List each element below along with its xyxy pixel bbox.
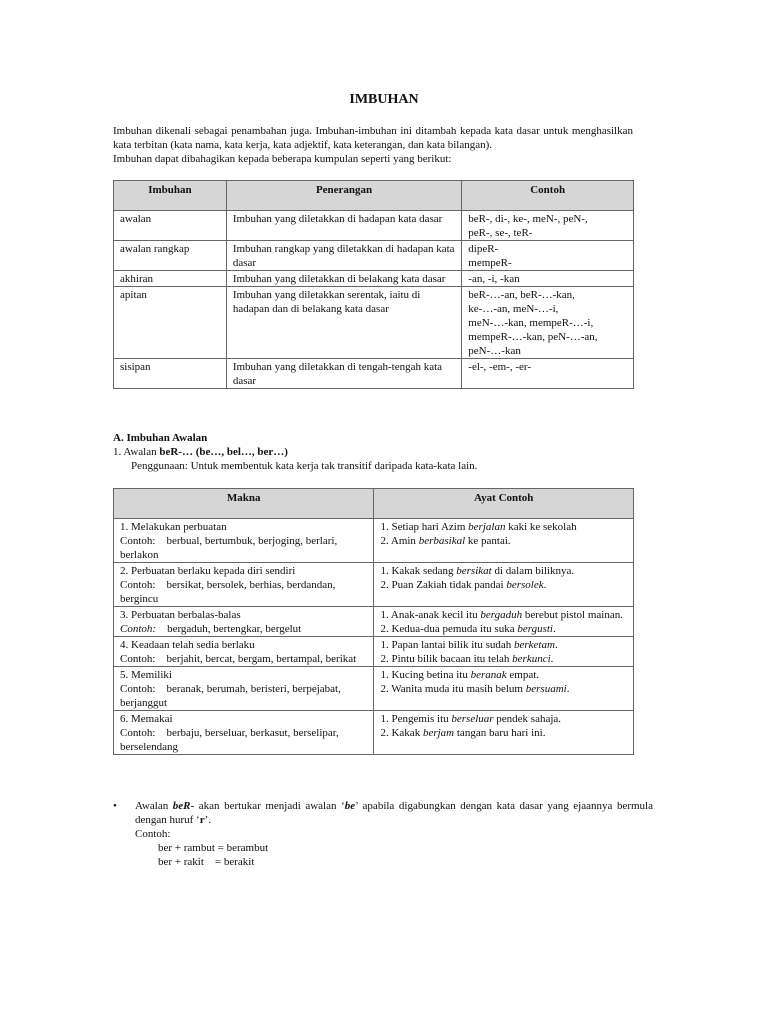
table-cell: Imbuhan yang diletakkan di hadapan kata dasar — [226, 211, 461, 241]
table-cell: sisipan — [114, 359, 227, 389]
usage-text: Penggunaan: Untuk membentuk kata kerja tak transitif daripada kata-kata lain. — [131, 460, 478, 472]
table-cell: awalan rangkap — [114, 241, 227, 271]
table-row — [114, 519, 634, 563]
ayat-line: 2. Amin berbasikal ke pantai. — [380, 535, 511, 547]
makna-contoh: Contoh: berbual, bertumbuk, berjoging, berlari, berlakon — [120, 535, 338, 561]
table-row — [114, 359, 634, 389]
bullet-icon: • — [113, 800, 117, 812]
ayat-cell — [374, 667, 634, 711]
makna-contoh: Contoh: bergaduh, bertengkar, bergelut — [120, 623, 302, 635]
table-cell: awalan — [114, 211, 227, 241]
table-row — [114, 241, 634, 271]
table-cell: beR-…-an, beR-…-kan, ke-…-an, meN-…-i, meN-…-kan, mempeR-…-i, mempeR-…-kan, peN-…-an, peN-…-kan — [462, 287, 634, 359]
ayat-line: 2. Puan Zakiah tidak pandai bersolek. — [380, 579, 547, 591]
ayat-line: 1. Papan lantai bilik itu sudah berketam. — [380, 639, 558, 651]
table-cell: Imbuhan yang diletakkan di belakang kata dasar — [226, 271, 461, 287]
column-header: Penerangan — [226, 181, 461, 211]
ayat-cell — [374, 711, 634, 755]
example-line: ber + rakit = berakit — [158, 856, 255, 868]
table-row — [114, 711, 634, 755]
table-cell: -el-, -em-, -er- — [462, 359, 634, 389]
bullet-note — [113, 799, 653, 869]
makna-cell — [114, 607, 374, 637]
table-cell: beR-, di-, ke-, meN-, peN-, peR-, se-, teR- — [462, 211, 634, 241]
column-header: Imbuhan — [114, 181, 227, 211]
list-item-bold: beR-… (be…, bel…, ber…) — [159, 446, 288, 458]
column-header: Ayat Contoh — [374, 489, 634, 519]
makna-contoh: Contoh: bersikat, bersolek, berhias, berdandan, bergincu — [120, 579, 336, 605]
section-heading: A. Imbuhan Awalan — [113, 432, 208, 444]
example-line: ber + rambut = berambut — [158, 842, 269, 854]
table-row — [114, 211, 634, 241]
table-row — [114, 287, 634, 359]
ayat-line: 2. Kedua-dua pemuda itu suka bergusti. — [380, 623, 556, 635]
table-cell: Imbuhan yang diletakkan di tengah-tengah kata dasar — [226, 359, 461, 389]
ayat-cell — [374, 637, 634, 667]
contoh-label: Contoh: — [135, 828, 171, 840]
ayat-line: 2. Wanita muda itu masih belum bersuami. — [380, 683, 570, 695]
ayat-line: 1. Pengemis itu berseluar pendek sahaja. — [380, 713, 562, 725]
ayat-line: 2. Kakak berjam tangan baru hari ini. — [380, 727, 546, 739]
table-row — [114, 563, 634, 607]
makna-title: 4. Keadaan telah sedia berlaku — [120, 639, 255, 651]
makna-contoh: Contoh: beranak, berumah, beristeri, berpejabat, berjanggut — [120, 683, 341, 709]
ayat-line: 1. Kucing betina itu beranak empat. — [380, 669, 540, 681]
table-cell: -an, -i, -kan — [462, 271, 634, 287]
ayat-cell — [374, 519, 634, 563]
ayat-cell — [374, 563, 634, 607]
table-header-row — [114, 181, 634, 211]
intro-paragraph-2: Imbuhan dapat dibahagikan kepada beberapa kumpulan seperti yang berikut: — [113, 153, 452, 165]
makna-contoh: Contoh: berjahit, bercat, bergam, bertampal, berikat — [120, 653, 357, 665]
intro-paragraph-1: Imbuhan dikenali sebagai penambahan juga. Imbuhan-imbuhan ini ditambah kepada kata dasar untuk menghasilkan kata terbitan (kata nama, kata kerja, kata adjektif, kata keterangan, dan kata bilangan). — [113, 125, 633, 151]
column-header: Makna — [114, 489, 374, 519]
table-cell: Imbuhan yang diletakkan serentak, iaitu di hadapan dan di belakang kata dasar — [226, 287, 461, 359]
makna-contoh: Contoh: berbaju, berseluar, berkasut, berselipar, berselendang — [120, 727, 339, 753]
makna-cell — [114, 711, 374, 755]
makna-title: 6. Memakai — [120, 713, 173, 725]
makna-title: 2. Perbuatan berlaku kepada diri sendiri — [120, 565, 296, 577]
ayat-line: 2. Pintu bilik bacaan itu telah berkunci. — [380, 653, 554, 665]
makna-cell — [114, 563, 374, 607]
table-cell: apitan — [114, 287, 227, 359]
list-item — [113, 445, 653, 459]
makna-table — [113, 488, 634, 755]
makna-cell — [114, 637, 374, 667]
column-header: Contoh — [462, 181, 634, 211]
table-header-row — [114, 489, 634, 519]
table-row — [114, 607, 634, 637]
makna-cell — [114, 519, 374, 563]
intro-text — [113, 124, 633, 166]
table-cell: dipeR- mempeR- — [462, 241, 634, 271]
section-imbuhan-awalan — [113, 431, 653, 473]
table-cell: akhiran — [114, 271, 227, 287]
table-row — [114, 667, 634, 711]
makna-title: 1. Melakukan perbuatan — [120, 521, 227, 533]
makna-cell — [114, 667, 374, 711]
bullet-text: Awalan beR- akan bertukar menjadi awalan ‘be’ apabila digabungkan dengan kata dasar yang ejaannya bermula dengan huruf ‘r’. — [135, 800, 653, 826]
ayat-line: 1. Anak-anak kecil itu bergaduh berebut pistol mainan. — [380, 609, 623, 621]
page-title: IMBUHAN — [349, 92, 419, 107]
makna-title: 3. Perbuatan berbalas-balas — [120, 609, 241, 621]
ayat-line: 1. Setiap hari Azim berjalan kaki ke sekolah — [380, 521, 577, 533]
table-row — [114, 637, 634, 667]
table-cell: Imbuhan rangkap yang diletakkan di hadapan kata dasar — [226, 241, 461, 271]
ayat-cell — [374, 607, 634, 637]
list-item-prefix: 1. Awalan — [113, 446, 160, 458]
imbuhan-table — [113, 180, 634, 389]
table-row — [114, 271, 634, 287]
makna-title: 5. Memiliki — [120, 669, 172, 681]
ayat-line: 1. Kakak sedang bersikat di dalam biliknya. — [380, 565, 575, 577]
